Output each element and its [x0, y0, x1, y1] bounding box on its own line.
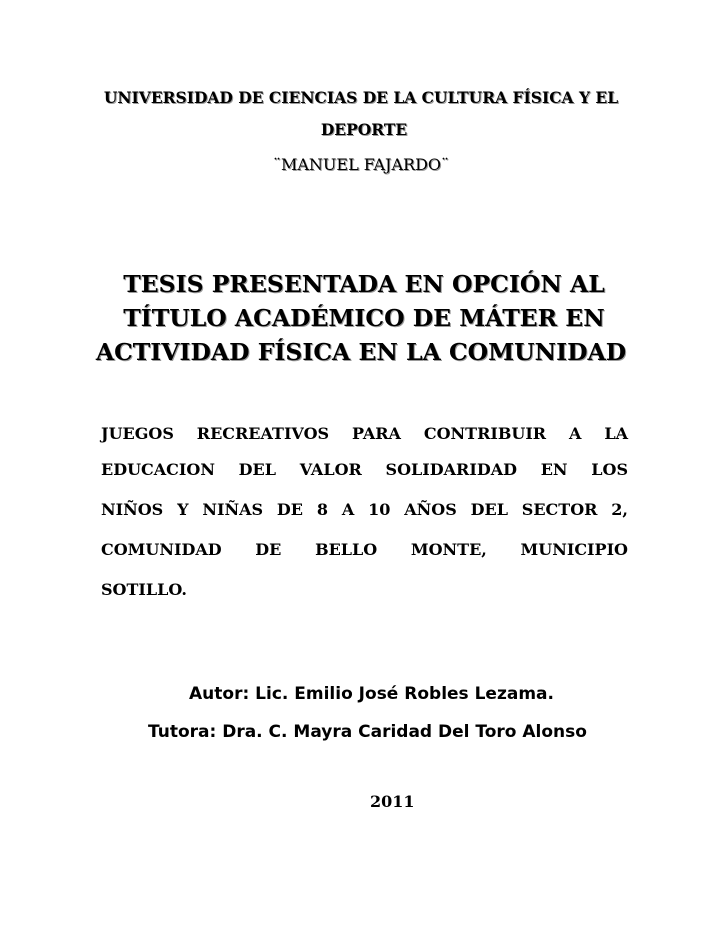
thesis-title-line-2: EDUCACION DEL VALOR SOLIDARIDAD EN LOS [101, 460, 628, 479]
thesis-title-line-4: COMUNIDAD DE BELLO MONTE, MUNICIPIO [101, 540, 628, 559]
thesis-heading-line-3: ACTIVIDAD FÍSICA EN LA COMUNIDAD [95, 338, 627, 366]
thesis-title-line-3: NIÑOS Y NIÑAS DE 8 A 10 AÑOS DEL SECTOR 2, [101, 500, 628, 519]
thesis-heading-line-2: TÍTULO ACADÉMICO DE MÁTER EN [123, 304, 605, 332]
university-name-line-1: UNIVERSIDAD DE CIENCIAS DE LA CULTURA FÍSICA Y EL [103, 88, 619, 107]
university-name-line-3: ¨MANUEL FAJARDO¨ [272, 155, 450, 174]
thesis-title-line-1: JUEGOS RECREATIVOS PARA CONTRIBUIR A LA [101, 424, 628, 443]
year: 2011 [370, 792, 415, 811]
university-name-line-2: DEPORTE [320, 120, 408, 139]
author-credit: Autor: Lic. Emilio José Robles Lezama. [189, 684, 554, 704]
thesis-heading-line-1: TESIS PRESENTADA EN OPCIÓN AL [123, 270, 605, 298]
tutor-credit: Tutora: Dra. C. Mayra Caridad Del Toro Alonso [148, 722, 587, 742]
thesis-title-line-5: SOTILLO. [101, 580, 187, 599]
